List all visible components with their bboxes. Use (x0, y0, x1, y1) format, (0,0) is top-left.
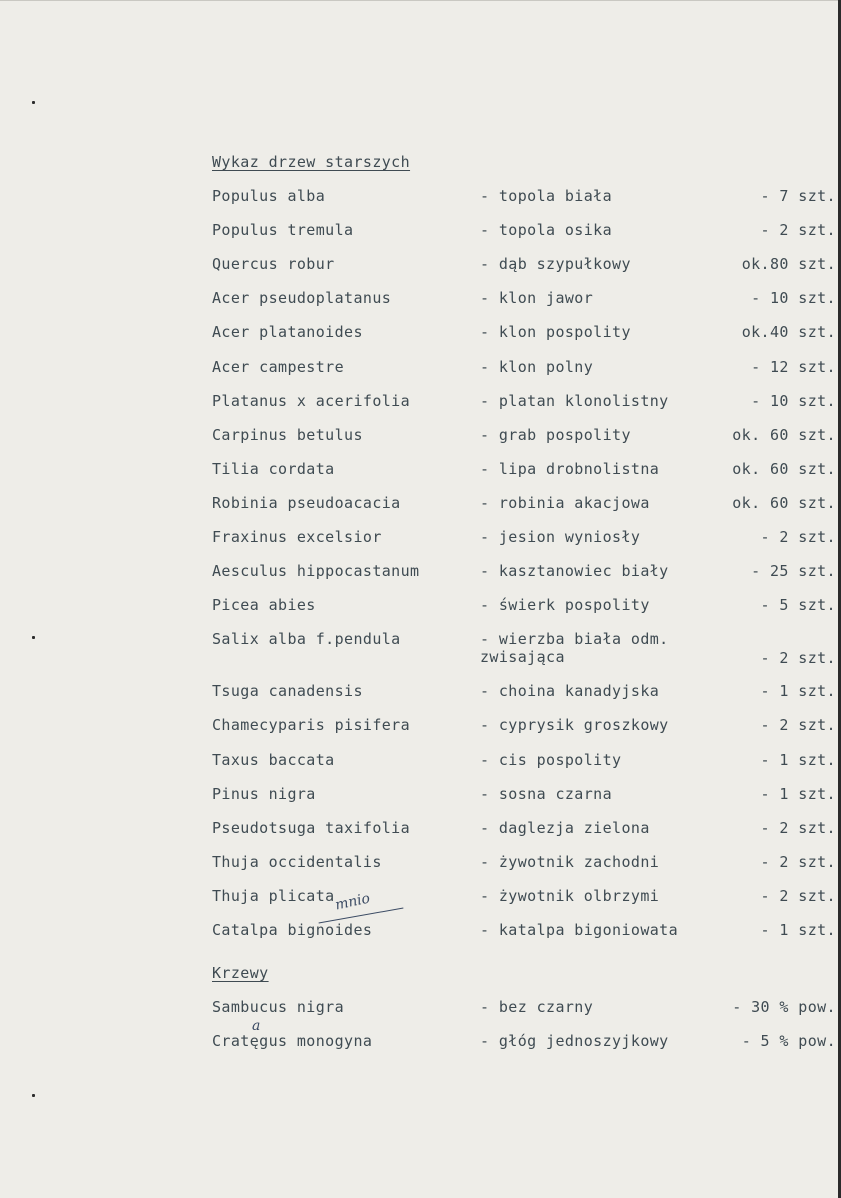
latin-name: Thuja occidentalis (212, 852, 382, 871)
polish-name: - grab pospolity (480, 425, 631, 444)
quantity: - 2 szt. (760, 818, 836, 837)
latin-name: Chamecyparis pisifera (212, 716, 411, 735)
polish-name: - głóg jednoszyjkowy (480, 1032, 669, 1050)
binding-mark (32, 101, 35, 104)
latin-name: Catalpa bignoides (212, 921, 373, 939)
list-item (212, 1031, 836, 1051)
quantity: - 1 szt. (760, 784, 836, 803)
quantity: - 10 szt. (751, 289, 836, 308)
polish-name: - cyprysik groszkowy (480, 716, 669, 735)
shrubs-heading: Krzewy (212, 964, 269, 982)
latin-name: Populus alba (212, 187, 326, 205)
latin-name: Taxus baccata (212, 750, 335, 769)
polish-name: - robinia akacjowa (480, 493, 650, 512)
list-item (212, 852, 836, 872)
latin-name: Fraxinus excelsior (212, 528, 382, 546)
latin-name: Thuja plicata (212, 886, 335, 905)
latin-name: Pinus nigra (212, 784, 316, 803)
latin-name: Aesculus hippocastanum (212, 562, 420, 581)
list-item (212, 288, 836, 308)
polish-name: - choina kanadyjska (480, 682, 660, 701)
latin-name: Picea abies (212, 596, 316, 615)
list-item (212, 595, 836, 615)
quantity: - 30 % pow. (732, 998, 836, 1016)
list-item (212, 715, 836, 735)
list-item (212, 357, 836, 377)
binding-mark (32, 1094, 35, 1097)
polish-name: - klon polny (480, 357, 594, 376)
quantity: - 2 szt. (760, 528, 836, 546)
polish-name: - jesion wyniosły (480, 528, 641, 546)
list-item (212, 818, 836, 838)
quantity: - 7 szt. (760, 187, 836, 205)
latin-name: Pseudotsuga taxifolia (212, 818, 411, 837)
polish-name: - wierzba biała odm. (480, 630, 669, 649)
quantity: - 5 % pow. (741, 1032, 836, 1050)
quantity: ok. 60 szt. (732, 425, 836, 444)
polish-name: - kasztanowiec biały (480, 562, 669, 581)
list-item (212, 997, 836, 1017)
polish-name-continued: zwisająca (480, 648, 565, 667)
polish-name: - klon pospolity (480, 323, 631, 342)
polish-name: - żywotnik olbrzymi (480, 886, 660, 905)
handwritten-correction-crataegus: a (252, 1018, 261, 1034)
list-item (212, 391, 836, 411)
polish-name: - topola biała (480, 187, 613, 205)
latin-name: Tilia cordata (212, 459, 335, 478)
quantity: - 1 szt. (760, 750, 836, 769)
polish-name: - daglezja zielona (480, 818, 650, 837)
latin-name: Acer platanoides (212, 323, 363, 342)
list-item (212, 920, 836, 940)
latin-name: Platanus x acerifolia (212, 391, 411, 410)
quantity: - 12 szt. (751, 357, 836, 376)
latin-name: Acer pseudoplatanus (212, 289, 392, 308)
list-item (212, 254, 836, 274)
quantity: - 5 szt. (760, 596, 836, 615)
polish-name: - cis pospolity (480, 750, 622, 769)
quantity: - 2 szt. (760, 886, 836, 905)
latin-name: Quercus robur (212, 255, 335, 274)
quantity: - 25 szt. (751, 562, 836, 581)
polish-name: - klon jawor (480, 289, 594, 308)
list-item (212, 425, 836, 445)
list-item (212, 681, 836, 701)
quantity: - 1 szt. (760, 921, 836, 939)
latin-name: Carpinus betulus (212, 425, 363, 444)
list-item (212, 322, 836, 342)
list-item (212, 886, 836, 906)
polish-name: - bez czarny (480, 998, 594, 1016)
polish-name: - dąb szypułkowy (480, 255, 631, 274)
quantity: - 2 szt. (760, 649, 836, 668)
quantity: ok.80 szt. (741, 255, 836, 274)
quantity: ok. 60 szt. (732, 459, 836, 478)
quantity: - 10 szt. (751, 391, 836, 410)
polish-name: - sosna czarna (480, 784, 613, 803)
quantity: ok. 60 szt. (732, 493, 836, 512)
binding-mark (32, 636, 35, 639)
quantity: ok.40 szt. (741, 323, 836, 342)
quantity: - 2 szt. (760, 716, 836, 735)
quantity: - 1 szt. (760, 682, 836, 701)
list-item (212, 527, 836, 547)
latin-name: Salix alba f.pendula (212, 630, 401, 649)
latin-name: Tsuga canadensis (212, 682, 363, 701)
list-item (212, 493, 836, 513)
handwritten-correction-catalpa: mnio (333, 890, 372, 914)
latin-name: Robinia pseudoacacia (212, 493, 401, 512)
list-item (212, 750, 836, 770)
quantity: - 2 szt. (760, 852, 836, 871)
polish-name: - topola osika (480, 221, 613, 240)
list-item (212, 629, 836, 669)
polish-name: - lipa drobnolistna (480, 459, 660, 478)
list-item (212, 186, 836, 206)
list-item (212, 561, 836, 581)
list-item (212, 784, 836, 804)
latin-name: Populus tremula (212, 221, 354, 240)
quantity: - 2 szt. (760, 221, 836, 240)
list-item (212, 220, 836, 240)
polish-name: - platan klonolistny (480, 391, 669, 410)
latin-name: Acer campestre (212, 357, 345, 376)
latin-name: Sambucus nigra (212, 998, 345, 1016)
trees-heading: Wykaz drzew starszych (212, 153, 411, 171)
latin-name: Cratęgus monogyna (212, 1032, 373, 1050)
polish-name: - żywotnik zachodni (480, 852, 660, 871)
page-top-edge (0, 0, 841, 1)
polish-name: - katalpa bigoniowata (480, 921, 679, 939)
polish-name: - świerk pospolity (480, 596, 650, 615)
list-item (212, 459, 836, 479)
